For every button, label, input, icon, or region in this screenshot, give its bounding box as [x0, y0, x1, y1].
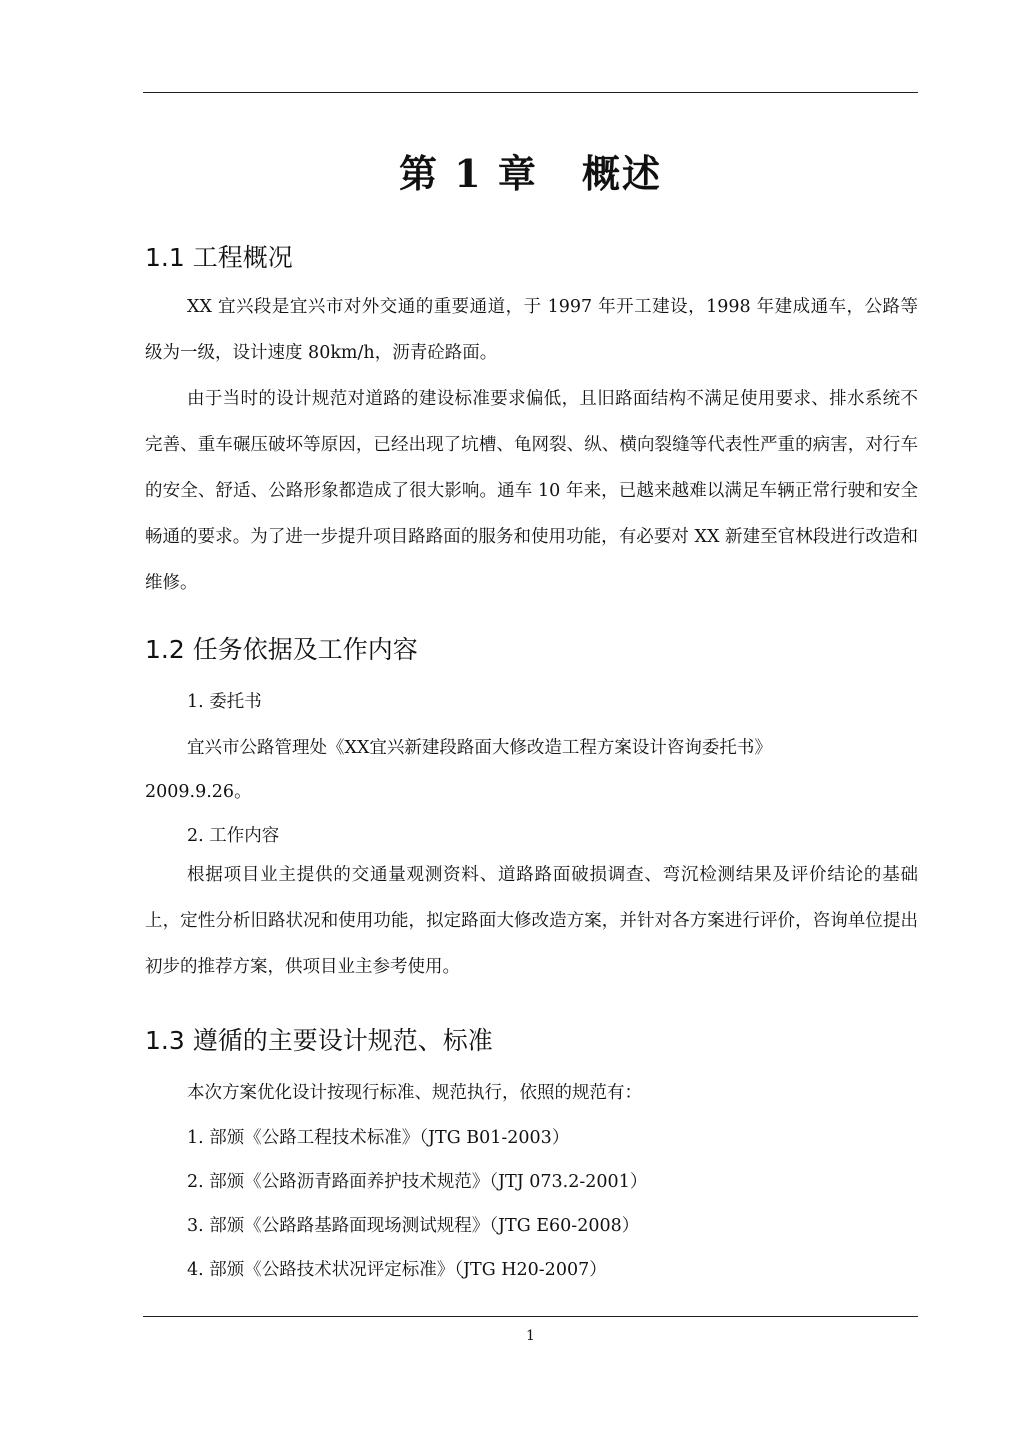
standard-item: 3. 部颁《公路路基路面现场测试规程》（JTG E60-2008）	[187, 1216, 640, 1236]
section-heading-1-2: 1.2 任务依据及工作内容	[145, 635, 418, 664]
standards-intro: 本次方案优化设计按现行标准、规范执行，依照的规范有：	[187, 1083, 642, 1103]
commission-date: 2009.9.26。	[145, 782, 252, 802]
section-heading-1-3: 1.3 遵循的主要设计规范、标准	[145, 1026, 493, 1055]
paragraph-background: 由于当时的设计规范对道路的建设标准要求偏低，且旧路面结构不满足使用要求、排水系统不完善、重车碾压破坏等原因，已经出现了坑槽、龟网裂、纵、横向裂缝等代表性严重的病害，对行车的安全、舒适、公路形象都造成了很大影响。通车 10 年来，已越来越难以满足车辆正常行驶和安全畅通的要求。为了进一步提升项目路路面的服务和使用功能，有必要对 XX 新建至官林段进行改造和维修。	[145, 389, 918, 593]
chapter-number: 第 1 章	[399, 151, 538, 196]
page-number: 1	[526, 1328, 535, 1344]
list-item-commission: 1. 委托书	[187, 692, 262, 712]
chapter-title	[143, 143, 918, 198]
section-heading-1-1: 1.1 工程概况	[145, 243, 293, 272]
commission-document: 宜兴市公路管理处《XX宜兴新建段路面大修改造工程方案设计咨询委托书》	[187, 738, 772, 758]
standard-item: 1. 部颁《公路工程技术标准》（JTG B01-2003）	[187, 1128, 570, 1148]
standard-item: 2. 部颁《公路沥青路面养护技术规范》（JTJ 073.2-2001）	[187, 1172, 648, 1192]
chapter-name: 概述	[581, 151, 662, 196]
list-item-work-content: 2. 工作内容	[187, 826, 280, 846]
footer-rule	[143, 1316, 918, 1317]
paragraph-work-content: 根据项目业主提供的交通量观测资料、道路路面破损调查、弯沉检测结果及评价结论的基础上，定性分析旧路状况和使用功能，拟定路面大修改造方案，并针对各方案进行评价，咨询单位提出初步的推荐方案，供项目业主参考使用。	[145, 865, 918, 977]
header-rule	[143, 92, 918, 93]
standard-item: 4. 部颁《公路技术状况评定标准》（JTG H20-2007）	[187, 1260, 607, 1280]
paragraph-overview: XX 宜兴段是宜兴市对外交通的重要通道，于 1997 年开工建设，1998 年建成通车，公路等级为一级，设计速度 80km/h，沥青砼路面。	[145, 297, 918, 363]
